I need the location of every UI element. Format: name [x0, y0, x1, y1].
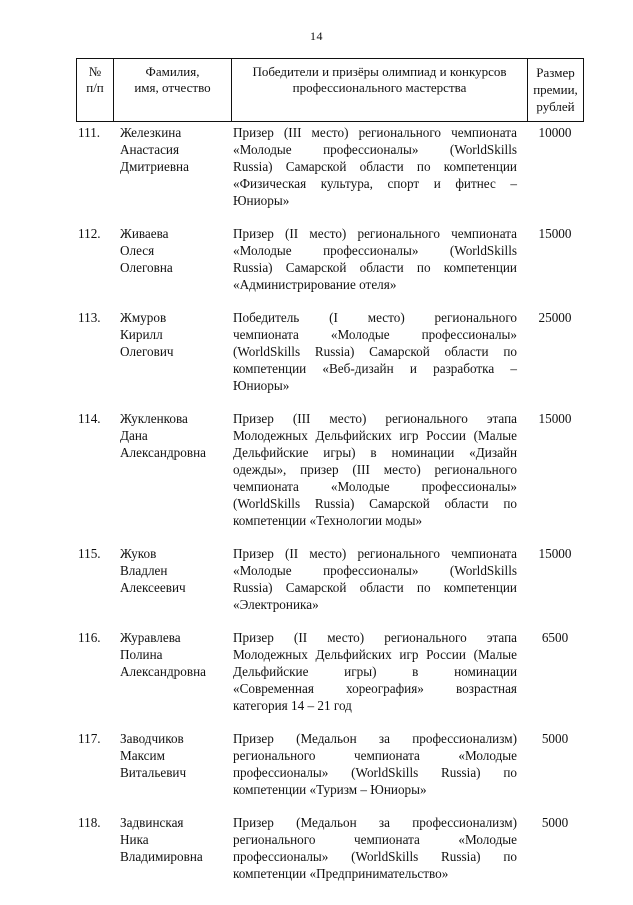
achievement-line: чемпионата «Молодые профессионалы»: [233, 327, 517, 342]
achievement-line: регионального чемпионата «Молодые: [233, 832, 517, 847]
achievement-line: компетенции «Предпринимательство»: [233, 866, 449, 881]
achievement-line: «Физическая культура, спорт и фитнес –: [233, 176, 517, 191]
row-full-name: [120, 730, 228, 781]
header-name: [114, 59, 232, 121]
achievement-line: «Современная хореография» возрастная: [233, 681, 517, 696]
achievement-line: Юниоры»: [233, 193, 290, 208]
name-line: Анастасия: [120, 142, 180, 157]
achievement-line: Призер (II место) регионального чемпионата: [233, 226, 517, 241]
row-achievement: [233, 629, 517, 714]
row-number: 116.: [78, 630, 101, 645]
row-award-amount: 5000: [541, 815, 569, 830]
header-name-line: имя, отчество: [134, 80, 211, 95]
achievement-line: профессионалы» (WorldSkills Russia) по: [233, 765, 517, 780]
name-line: Полина: [120, 647, 163, 662]
row-achievement: [233, 309, 517, 394]
achievement-line: компетенции «Веб-дизайн и разработка –: [233, 361, 517, 376]
achievement-line: Дельфийские игры) в номинации «Дизайн: [233, 445, 517, 460]
header-number-line: №: [88, 64, 102, 79]
row-full-name: [120, 225, 228, 276]
row-number: 115.: [78, 546, 101, 561]
row-full-name: [120, 309, 228, 360]
row-award-amount: 15000: [538, 226, 572, 241]
row-number: 111.: [78, 125, 101, 140]
name-line: Жмуров: [120, 310, 167, 325]
row-award-amount: 10000: [538, 125, 572, 140]
table-header: [76, 58, 584, 122]
achievement-line: Призер (Медальон за профессионализм): [233, 815, 517, 830]
achievement-line: Russia) Самарской области по компетенции: [233, 159, 517, 174]
page-number: 14: [310, 29, 323, 43]
row-number: 113.: [78, 310, 101, 325]
row-award-amount: 5000: [541, 731, 569, 746]
row-award-amount: 6500: [541, 630, 569, 645]
header-number-line: п/п: [86, 80, 104, 95]
header-description-line: профессионального мастерства: [292, 80, 467, 95]
name-line: Ника: [120, 832, 149, 847]
row-number: 118.: [78, 815, 101, 830]
row-achievement: [233, 545, 517, 613]
header-number: [77, 59, 114, 121]
achievement-line: «Молодые профессионалы» (WorldSkills: [233, 563, 517, 578]
name-line: Алексеевич: [120, 580, 186, 595]
row-full-name: [120, 629, 228, 680]
name-line: Олеговна: [120, 260, 173, 275]
row-achievement: [233, 124, 517, 209]
name-line: Кирилл: [120, 327, 163, 342]
name-line: Витальевич: [120, 765, 187, 780]
row-full-name: [120, 124, 228, 175]
row-award-amount: 25000: [538, 310, 572, 325]
achievement-line: компетенции «Технологии моды»: [233, 513, 423, 528]
name-line: Олегович: [120, 344, 174, 359]
header-amount-line: Размер: [536, 65, 575, 80]
row-full-name: [120, 410, 228, 461]
achievement-line: категория 14 – 21 год: [233, 698, 352, 713]
name-line: Александровна: [120, 664, 206, 679]
achievement-line: компетенции «Туризм – Юниоры»: [233, 782, 427, 797]
achievement-line: Молодежных Дельфийских игр России (Малые: [233, 647, 517, 662]
achievement-line: (WorldSkills Russia) Самарской области по: [233, 344, 517, 359]
achievement-line: Победитель (I место) регионального: [233, 310, 517, 325]
achievement-line: регионального чемпионата «Молодые: [233, 748, 517, 763]
row-number: 112.: [78, 226, 101, 241]
row-achievement: [233, 814, 517, 882]
name-line: Владимировна: [120, 849, 203, 864]
header-description: [232, 59, 528, 121]
name-line: Дана: [120, 428, 148, 443]
achievement-line: Призер (II место) регионального этапа: [233, 630, 517, 645]
header-name-line: Фамилия,: [145, 64, 200, 79]
name-line: Олеся: [120, 243, 155, 258]
row-full-name: [120, 545, 228, 596]
row-award-amount: 15000: [538, 411, 572, 426]
header-amount: [528, 59, 583, 121]
name-line: Александровна: [120, 445, 206, 460]
achievement-line: Дельфийские игры) в номинации: [233, 664, 517, 679]
header-description-line: Победители и призёры олимпиад и конкурсов: [252, 64, 507, 79]
achievement-line: профессионалы» (WorldSkills Russia) по: [233, 849, 517, 864]
row-achievement: [233, 410, 517, 529]
achievement-line: «Электроника»: [233, 597, 319, 612]
name-line: Живаева: [120, 226, 169, 241]
achievement-line: Призер (Медальон за профессионализм): [233, 731, 517, 746]
name-line: Максим: [120, 748, 165, 763]
row-award-amount: 15000: [538, 546, 572, 561]
achievement-line: Russia) Самарской области по компетенции: [233, 580, 517, 595]
achievement-line: «Молодые профессионалы» (WorldSkills: [233, 243, 517, 258]
name-line: Жукленкова: [120, 411, 188, 426]
row-number: 114.: [78, 411, 101, 426]
name-line: Жуков: [120, 546, 157, 561]
name-line: Владлен: [120, 563, 168, 578]
achievement-line: «Администрирование отеля»: [233, 277, 397, 292]
achievement-line: чемпионата «Молодые профессионалы»: [233, 479, 517, 494]
row-full-name: [120, 814, 228, 865]
achievement-line: «Молодые профессионалы» (WorldSkills: [233, 142, 517, 157]
name-line: Железкина: [120, 125, 182, 140]
name-line: Дмитриевна: [120, 159, 189, 174]
achievement-line: Юниоры»: [233, 378, 290, 393]
row-achievement: [233, 225, 517, 293]
achievement-line: Призер (III место) регионального этапа: [233, 411, 517, 426]
name-line: Задвинская: [120, 815, 184, 830]
name-line: Заводчиков: [120, 731, 184, 746]
achievement-line: Призер (II место) регионального чемпионата: [233, 546, 517, 561]
name-line: Журавлева: [120, 630, 181, 645]
achievement-line: Призер (III место) регионального чемпионата: [233, 125, 517, 140]
achievement-line: одежды», призер (III место) регионального: [233, 462, 517, 477]
header-amount-line: премии,: [533, 82, 578, 97]
achievement-line: Russia) Самарской области по компетенции: [233, 260, 517, 275]
achievement-line: (WorldSkills Russia) Самарской области по: [233, 496, 517, 511]
row-number: 117.: [78, 731, 101, 746]
achievement-line: Молодежных Дельфийских игр России (Малые: [233, 428, 517, 443]
row-achievement: [233, 730, 517, 798]
header-amount-line: рублей: [536, 99, 575, 114]
